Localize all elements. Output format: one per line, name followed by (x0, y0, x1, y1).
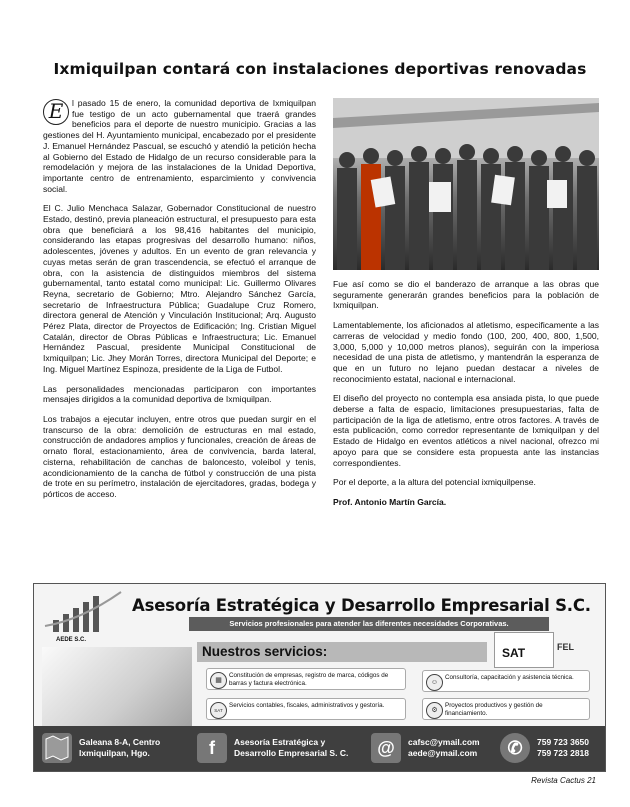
left-column (43, 98, 316, 509)
bar-chart-logo-icon (41, 590, 126, 634)
building-icon: ▦ (210, 672, 227, 689)
map-icon (42, 733, 72, 763)
paragraph: Fue así como se dio el banderazo de arranque a las obras que seguramente generarán grandes beneficios para la población de Ixmiquilpan. (333, 279, 599, 311)
event-photo (333, 98, 599, 270)
fel-logo-label: FEL (557, 642, 574, 652)
paragraph: Los trabajos a ejecutar incluyen, entre otros que puedan surgir en el transcurso de la obra: demolición de estructuras en mal estado, construcción de andadores amplios y funcionales, creación de áreas de ornato floral, estacionamiento, área de convivencia, barda lateral, cisterna, rehabilitación de canchas de baloncesto, voleibol y tenis, acondicionamiento de la cancha de fútbol y construcción de una pista de trote en su perímetro, instalación de ejercitadores, gradas, bodega y pórticos de acceso. (43, 413, 316, 499)
address: Galeana 8-A, Centro Ixmiquilpan, Hgo. (79, 737, 161, 758)
crowd-photo-illustration (333, 98, 599, 270)
sat-icon: SAT (210, 702, 227, 719)
paragraph: Las personalidades mencionadas participaron con importantes mensajes dirigidos a la comunidad deportiva de Ixmiquilpan. (43, 383, 316, 405)
service-item: ▦ Constitución de empresas, registro de marca, códigos de barras y factura electrónica. (206, 668, 406, 690)
people-icon: ☺ (426, 674, 443, 691)
article-title: Ixmiquilpan contará con instalaciones deportivas renovadas (53, 60, 587, 78)
phone-icon: ✆ (500, 733, 530, 763)
tagline: Servicios profesionales para atender las diferentes necesidades Corporativas. (189, 617, 549, 631)
company-name: Asesoría Estratégica y Desarrollo Empresarial S.C. (132, 596, 591, 615)
paragraph: E l pasado 15 de enero, la comunidad deportiva de Ixmiquilpan fue testigo de un acto gubernamental que traerá grandes beneficios para el deporte de nuestro municipio. Gracias a las gestiones del H. Ayuntamiento municipal, encabezado por el presidente J. Emanuel Hernández Pascual, se escuchó y atendió la petición hecha al Gobierno del Estado de Hidalgo de un recurso considerable para la remodelación y mejora de las instalaciones de la Unidad Deportiva, importante centro de entrenamiento, esparcimiento y convivencia social. (43, 98, 316, 194)
services-title: Nuestros servicios: (202, 644, 328, 659)
dropcap: E (43, 99, 69, 125)
email-addresses: cafsc@ymail.com aede@ymail.com (408, 737, 480, 758)
email-icon: @ (371, 733, 401, 763)
paragraph: El C. Julio Menchaca Salazar, Gobernador Constitucional de nuestro Estado, destinó, previa planeación estructural, el presupuesto para esta obra que beneficiará a los 98,416 habitantes del municipio, considerando las etapas progresivas del desarrollo humano: niños, adolescentes, jóvenes y adultos. En un evento de gran relevancia y cuyas metas serán de gran trascendencia, se efectuó el arranque de obra, con la asistencia de distinguidos miembros del sistema gubernamental, tanto estatal como municipal: Lic. Guillermo Olivares Reyna, secretario de Gobierno; Mtro. Alejandro Sánchez García, secretario de Infraestructura Pública; Guadalupe Cruz Romero, directora general de Atención y Vinculación Institucional; Arq. Augusto Pérez Plata, director de Proyectos de Edificación; Ing. Cristian Miguel Catalán, director de Obras Públicas e Infraestructura; Lic. Emanuel Hernández Pascual, presidente Municipal Constitucional de Ixmiquilpan; Lic. Jhey Morán Torres, directora Municipal del Deporte; e Ing. Miguel Martínez Espinoza, presidente de la Liga de Futbol. (43, 203, 316, 374)
page-folio: Revista Cactus 21 (531, 776, 596, 785)
contact-footer (34, 726, 605, 771)
paragraph: El diseño del proyecto no contempla esa ansiada pista, lo que puede deberse a falta de espacio, limitaciones presupuestarias, falta de participación de la liga de atletismo, entre otros factores. A través de esta publicación, como corredor representante de Ixmiquilpan y del Estado de Hidalgo en eventos atléticos a nivel nacional, ofrezco mi apoyo para que se considere esta propuesta ante las instancias correspondientes. (333, 393, 599, 468)
facebook-icon: f (197, 733, 227, 763)
facebook-page: Asesoría Estratégica y Desarrollo Empresarial S. C. (234, 737, 349, 758)
sat-logo-label: SAT (502, 646, 526, 660)
paragraph: Lamentablemente, los aficionados al atletismo, especificamente a las carreras de velocidad y medio fondo (100, 200, 400, 800, 1,500, 3,000, 5,000 y 10,000 metros planos), seguirán con la imperiosa necesidad de una pista de atletismo, y mantendrán la esperanza de que en un futuro no lejano puedan destacar a niveles de reconocimiento estatal, nacional e internacional. (333, 320, 599, 384)
signature: Prof. Antonio Martín García. (333, 496, 447, 507)
service-item: ☺ Consultoría, capacitación y asistencia técnica. (422, 670, 590, 692)
service-item: SAT Servicios contables, fiscales, administrativos y gestoría. (206, 698, 406, 720)
paragraph: Por el deporte, a la altura del potencial ixmiquilpense. (333, 477, 536, 488)
service-item: ⚙ Proyectos productivos y gestión de financiamiento. (422, 698, 590, 720)
right-column (333, 279, 599, 517)
advertisement (33, 583, 606, 772)
phone-numbers: 759 723 3650 759 723 2818 (537, 737, 589, 758)
logo-label: AEDE S.C. (56, 637, 87, 643)
gear-icon: ⚙ (426, 702, 443, 719)
